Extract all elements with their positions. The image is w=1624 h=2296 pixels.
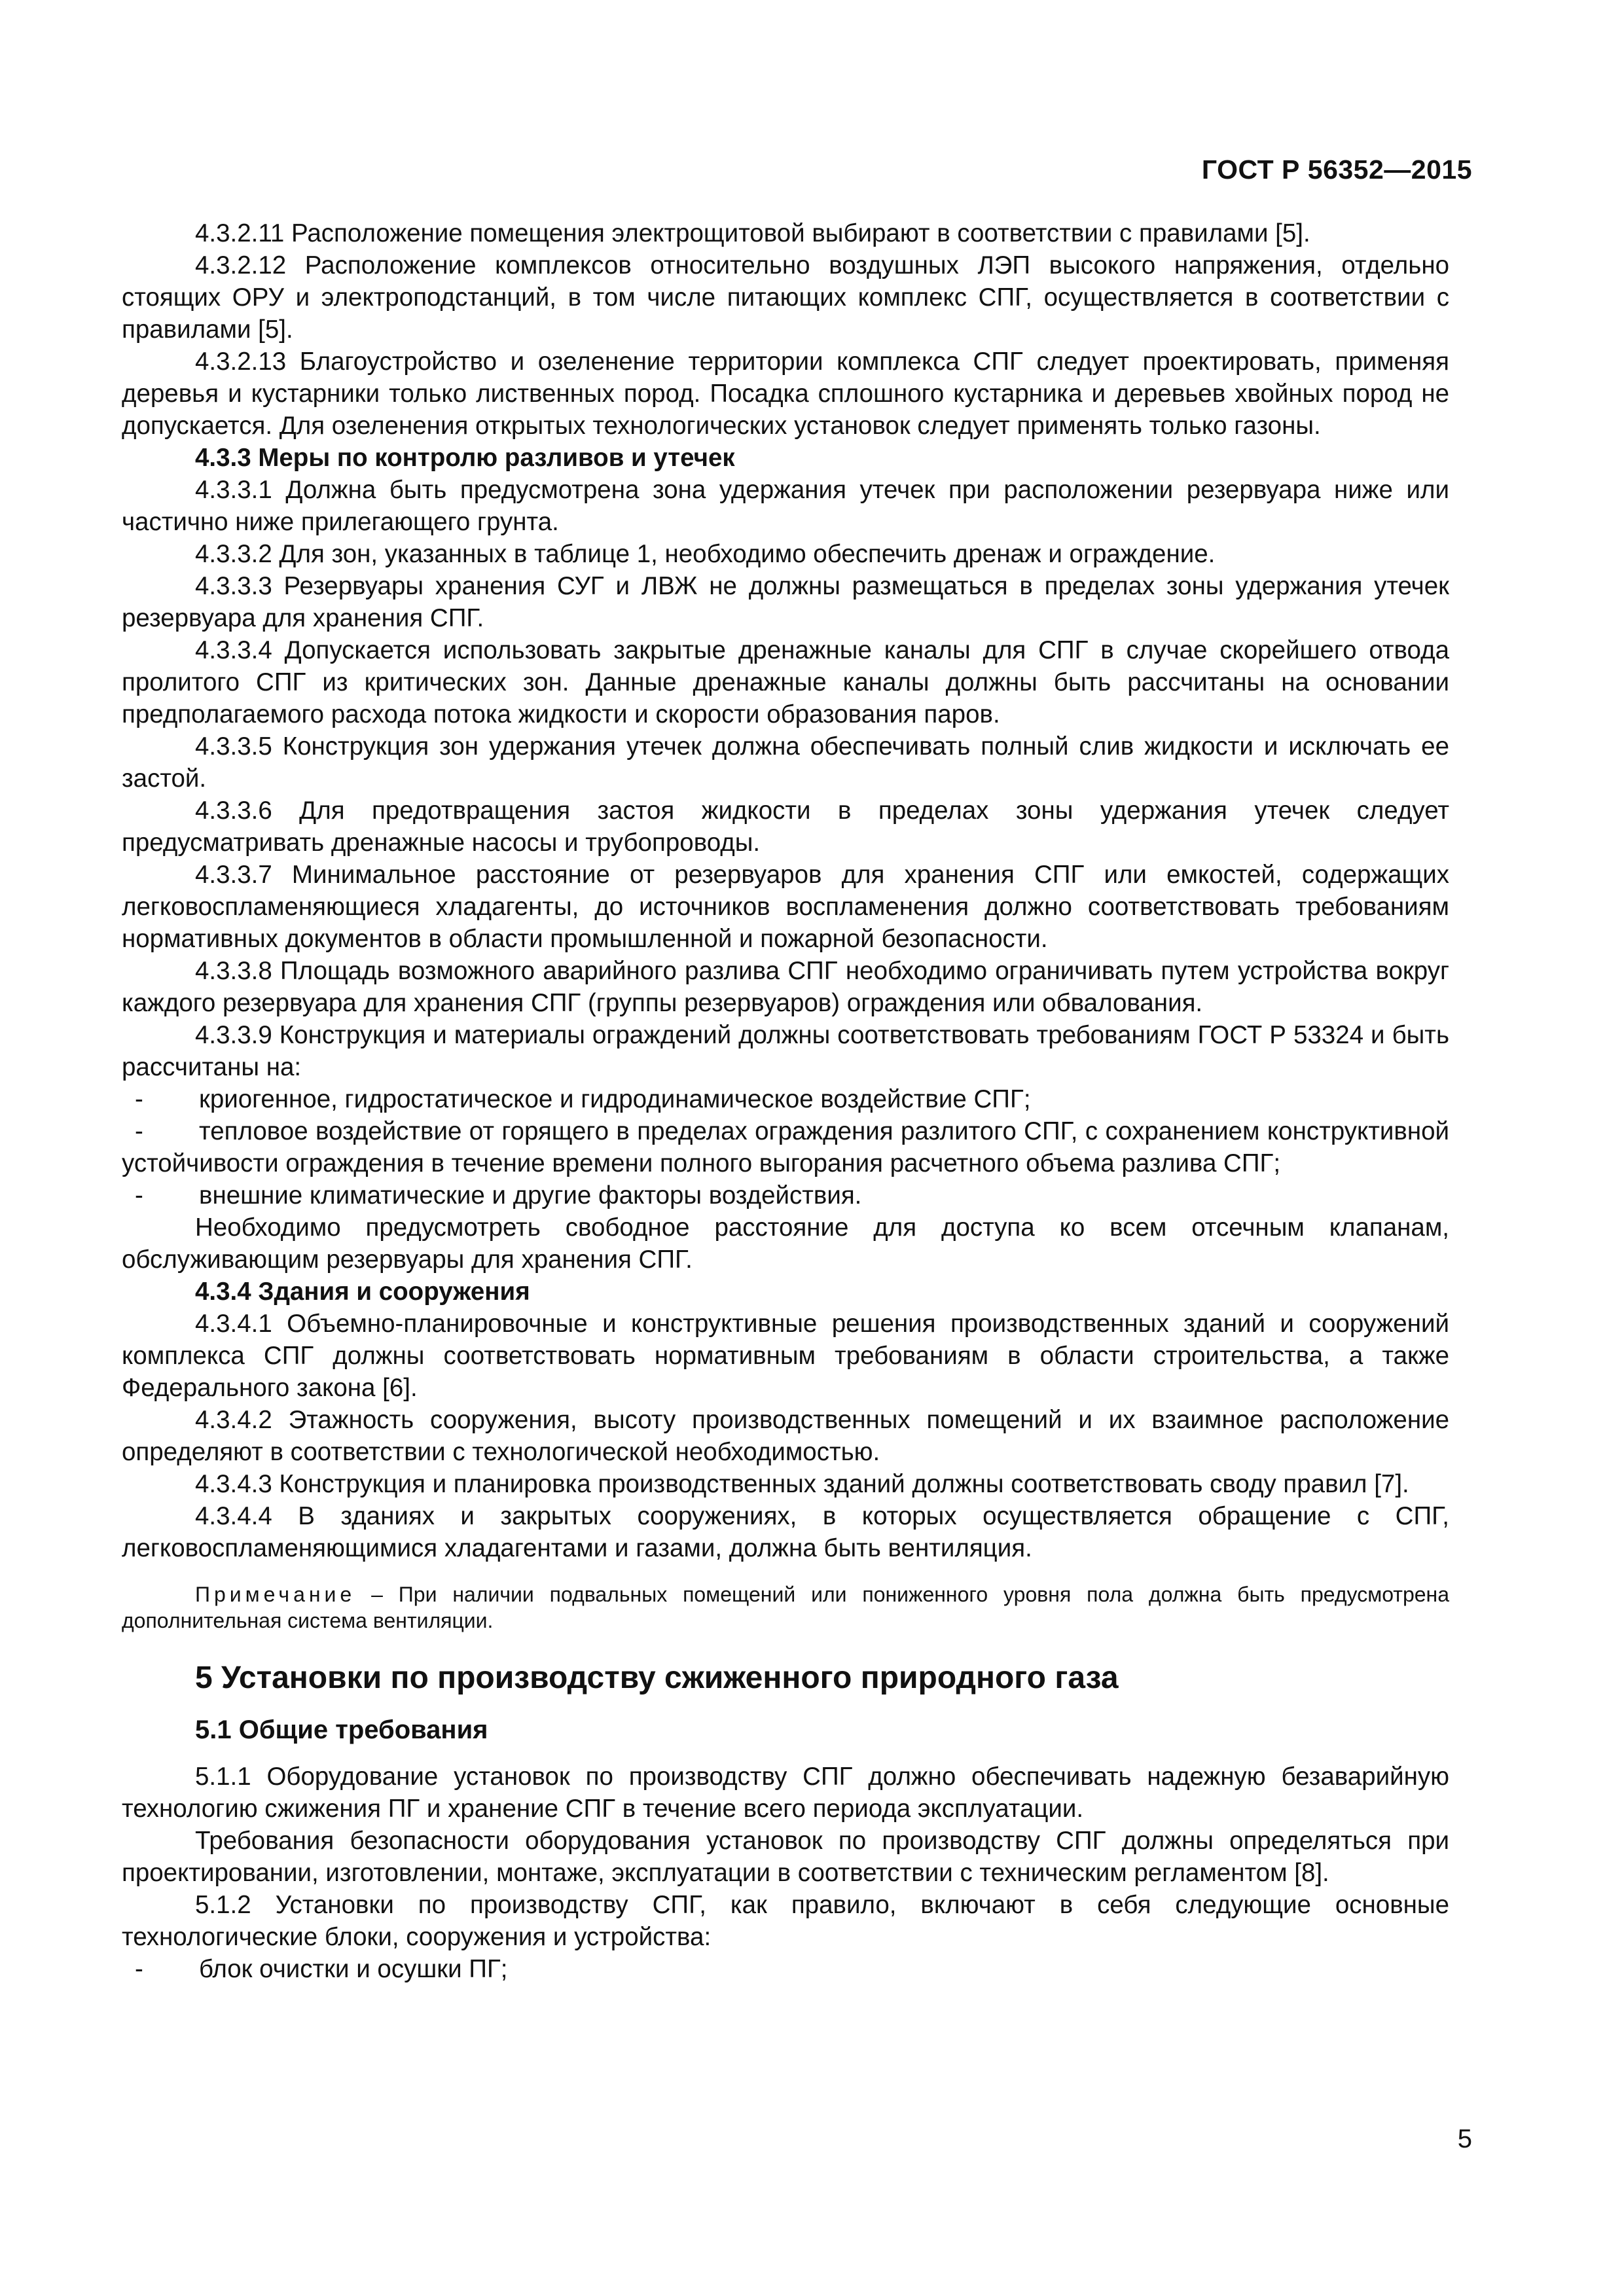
list-item: [122, 1953, 1449, 1985]
paragraph: 4.3.2.11 Расположение помещения электрощитовой выбирают в соответствии с правилами [5].: [195, 219, 1310, 247]
list-item-text: криогенное, гидростатическое и гидродинамическое воздействие СПГ;: [199, 1085, 1031, 1113]
subsection-heading: 4.3.3 Меры по контролю разливов и утечек: [195, 444, 735, 472]
list-marker: -: [135, 1181, 143, 1210]
list-marker: -: [135, 1955, 143, 1983]
paragraph: 4.3.3.6 Для предотвращения застоя жидкости в пределах зоны удержания утечек следует предусматривать дренажные насосы и трубопроводы.: [122, 797, 1449, 857]
document-body: [122, 217, 1449, 1985]
paragraph: 4.3.2.13 Благоустройство и озеленение территории комплекса СПГ следует проектировать, применяя деревья и кустарники только лиственных пород. Посадка сплошного кустарника и деревьев хвойных пород не допускается. Для озеленения открытых технологических установок следует применять только газоны.: [122, 348, 1449, 440]
paragraph: Требования безопасности оборудования установок по производству СПГ должны определяться при проектировании, изготовлении, монтаже, эксплуатации в соответствии с техническим регламентом [8].: [122, 1827, 1449, 1887]
note-text: – При наличии подвальных помещений или пониженного уровня пола должна быть предусмотрена дополнительная система вентиляции.: [122, 1583, 1449, 1632]
page-number: 5: [1457, 2125, 1472, 2153]
paragraph: 4.3.3.3 Резервуары хранения СУГ и ЛВЖ не должны размещаться в пределах зоны удержания утечек резервуара для хранения СПГ.: [122, 572, 1449, 632]
list-marker: -: [135, 1085, 143, 1113]
section-heading: 5 Установки по производству сжиженного природного газа: [195, 1660, 1119, 1695]
paragraph: 4.3.3.9 Конструкция и материалы ограждений должны соответствовать требованиям ГОСТ Р 53324 и быть рассчитаны на:: [122, 1021, 1449, 1081]
paragraph: 4.3.4.2 Этажность сооружения, высоту производственных помещений и их взаимное расположение определяют в соответствии с технологической необходимостью.: [122, 1406, 1449, 1466]
paragraph: 4.3.4.4 В зданиях и закрытых сооружениях, в которых осуществляется обращение с СПГ, легковоспламеняющимися хладагентами и газами, должна быть вентиляция.: [122, 1502, 1449, 1562]
paragraph: 4.3.3.2 Для зон, указанных в таблице 1, необходимо обеспечить дренаж и ограждение.: [195, 540, 1216, 568]
paragraph: 4.3.4.3 Конструкция и планировка производственных зданий должны соответствовать своду правил [7].: [195, 1470, 1409, 1498]
paragraph: 5.1.1 Оборудование установок по производству СПГ должно обеспечивать надежную безаварийную технологию сжижения ПГ и хранение СПГ в течение всего периода эксплуатации.: [122, 1763, 1449, 1823]
list-item-text: тепловое воздействие от горящего в пределах ограждения разлитого СПГ, с сохранением конструктивной устойчивости ограждения в течение времени полного выгорания расчетного объема разлива СПГ;: [122, 1117, 1449, 1177]
list-marker: -: [135, 1117, 143, 1145]
list-item: [122, 1179, 1449, 1211]
note: [122, 1581, 1449, 1634]
paragraph: 4.3.3.5 Конструкция зон удержания утечек должна обеспечивать полный слив жидкости и исключать ее застой.: [122, 732, 1449, 793]
paragraph: 5.1.2 Установки по производству СПГ, как правило, включают в себя следующие основные технологические блоки, сооружения и устройства:: [122, 1891, 1449, 1951]
list-item: [122, 1083, 1449, 1115]
paragraph: Необходимо предусмотреть свободное расстояние для доступа ко всем отсечным клапанам, обслуживающим резервуары для хранения СПГ.: [122, 1213, 1449, 1274]
paragraph: 4.3.3.1 Должна быть предусмотрена зона удержания утечек при расположении резервуара ниже или частично ниже прилегающего грунта.: [122, 476, 1449, 536]
subsection-heading: 4.3.4 Здания и сооружения: [195, 1278, 530, 1306]
standard-header: ГОСТ Р 56352—2015: [1201, 154, 1472, 185]
note-label: Примечание: [195, 1583, 356, 1606]
list-item-text: блок очистки и осушки ПГ;: [199, 1955, 508, 1983]
paragraph: 4.3.4.1 Объемно-планировочные и конструктивные решения производственных зданий и сооружений комплекса СПГ должны соответствовать нормативным требованиям в области строительства, а также Федерального закона [6].: [122, 1310, 1449, 1402]
list-item: [122, 1115, 1449, 1179]
paragraph: 4.3.3.4 Допускается использовать закрытые дренажные каналы для СПГ в случае скорейшего отвода пролитого СПГ из критических зон. Данные дренажные каналы должны быть рассчитаны на основании предполагаемого расхода потока жидкости и скорости образования паров.: [122, 636, 1449, 728]
subsection-heading: 5.1 Общие требования: [195, 1715, 488, 1744]
list-item-text: внешние климатические и другие факторы воздействия.: [199, 1181, 862, 1210]
paragraph: 4.3.3.8 Площадь возможного аварийного разлива СПГ необходимо ограничивать путем устройства вокруг каждого резервуара для хранения СПГ (группы резервуаров) ограждения или обвалования.: [122, 957, 1449, 1017]
paragraph: 4.3.2.12 Расположение комплексов относительно воздушных ЛЭП высокого напряжения, отдельно стоящих ОРУ и электроподстанций, в том числе питающих комплекс СПГ, осуществляется в соответствии с правилами [5].: [122, 251, 1449, 344]
paragraph: 4.3.3.7 Минимальное расстояние от резервуаров для хранения СПГ или емкостей, содержащих легковоспламеняющиеся хладагенты, до источников воспламенения должно соответствовать требованиям нормативных документов в области промышленной и пожарной безопасности.: [122, 861, 1449, 953]
